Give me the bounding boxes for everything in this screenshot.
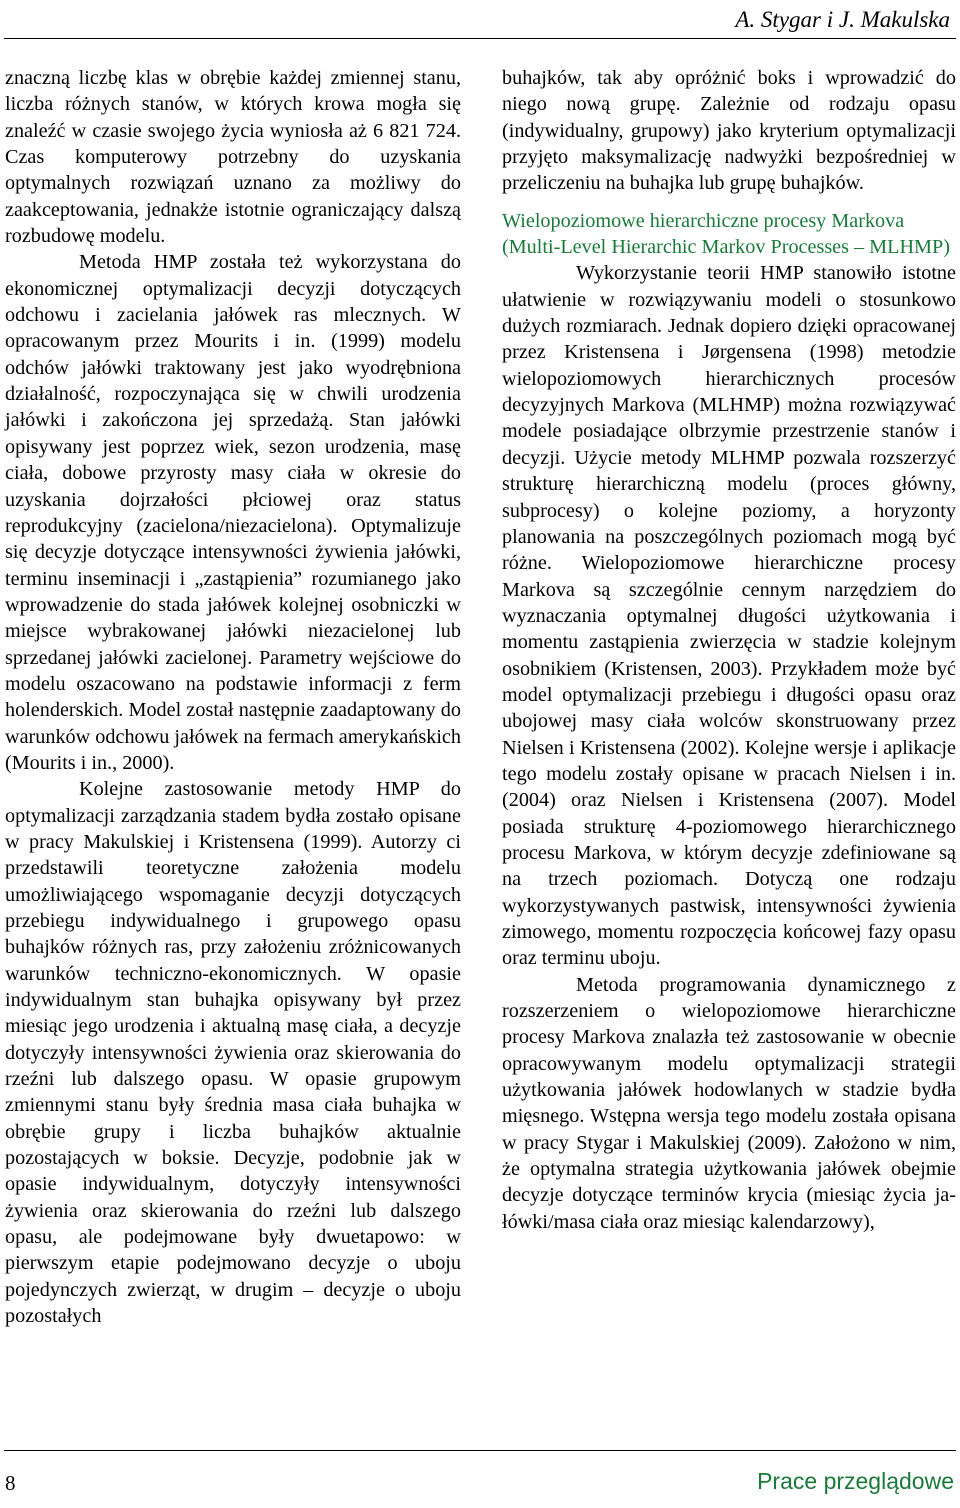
- header-rule: [4, 38, 956, 39]
- section-heading-line-1: Wielopoziomowe hierarchiczne procesy Markova: [502, 209, 905, 232]
- running-header: A. Stygar i J. Makulska: [735, 7, 950, 32]
- right-paragraph-1: Wykorzystanie teorii HMP stanowiło istotne ułatwienie w rozwiązywaniu modeli o stosunkowo dużych rozmiarach. Jednak dopiero dzięki opracowanej przez Kristensena i Jørgensena (1998) metodzie wielopoziomowych hierarchicznych procesów decyzyjnych Markova (MLHMP) można rozwiązywać modele posiadające olbrzymie przestrzenie stanów i decyzji. Użycie metody MLHMP pozwala rozszerzyć strukturę hierarchiczną modelu (proces główny, subprocesy) o kolejne poziomy, a horyzonty planowania na poszczególnych poziomach mogą być różne. Wielopoziomowe hierarchiczne procesy Markova są szczególnie cennym narzędziem do wyznaczania optymalnej długości użytkowania i momentu zastąpienia zwierzęcia w stadzie kolejnym osobnikiem (Kristensen, 2003). Przykładem może być model optymalizacji przebiegu i długości opasu oraz ubojowej masy ciała wolców skonstruowany przez Nielsen i Kristensena (2002). Kolejne wersje i aplikacje tego modelu zostały opisane w pracach Nielsen i in. (2004) oraz Nielsen i Kristensena (2007). Model posiada strukturę 4-poziomowego hierarchicznego procesu Markova, w którym decyzje zdefiniowane są na trzech poziomach. Dotyczą one rodzaju wykorzystywanych pastwisk, intensywności żywienia zimowego, momentu rozpoczęcia końcowej fazy opasu oraz terminu uboju.: [502, 262, 956, 970]
- section-heading: [502, 208, 956, 261]
- left-column: [5, 65, 461, 1330]
- footer-rule: [4, 1450, 956, 1451]
- page-number: 8: [5, 1471, 16, 1495]
- journal-section-title: Prace przeglądowe: [757, 1468, 954, 1494]
- left-paragraph-1: znaczną liczbę klas w obrębie każdej zmiennej stanu, liczba różnych stanów, w których krowa mogła się znaleźć w czasie swojego życia wyniosła aż 6 821 724. Czas komputerowy potrzebny do uzyskania optymalnych rozwiązań uznano za możliwy do zaakceptowania, jednakże istotnie ograniczający dalszą rozbudowę modelu.: [5, 67, 461, 248]
- right-intro-paragraph: buhajków, tak aby opróżnić boks i wprowadzić do niego nową grupę. Zależnie od rodzaju opasu (indywidualny, grupowy) jako kryterium optymalizacji przyjęto maksymalizację nadwyżki bezpośredniej w przeliczeniu na buhajka lub grupę buhajków.: [502, 67, 956, 195]
- left-paragraph-3: Kolejne zastosowanie metody HMP do optymalizacji zarządzania stadem bydła zostało opisane w pracy Makulskiej i Kristensena (1999). Autorzy ci przedstawili teoretyczne założenia modelu umożliwiającego wspomaganie decyzji dotyczących przebiegu indywidualnego i grupowego opasu buhajków różnych ras, przy założeniu zróżnicowanych warunków techniczno-ekonomicznych. W opasie indywidualnym stan buhajka opisywany był przez miesiąc jego urodzenia i aktualną masę ciała, a decyzje dotyczyły intensywności żywienia oraz skierowania do rzeźni lub dalszego opasu. W opasie grupowym zmiennymi stanu były średnia masa ciała buhajka w obrębie grupy i liczba buhajków aktualnie pozostających w boksie. Decyzje, podobnie jak w opasie indywidualnym, dotyczyły intensywności żywienia oraz skierowania do rzeźni lub dalszego opasu, ale podejmowane były dwuetapowo: w pierwszym etapie podejmowano decyzje o uboju pojedynczych zwierząt, w drugim – decyzje o uboju pozostałych: [5, 778, 461, 1328]
- right-column: [502, 65, 956, 1235]
- right-paragraph-2: Metoda programowania dynamicznego z rozszerzeniem o wielopoziomowe hierarchiczne procesy Markova znalazła też zastosowanie w obecnie opracowywanym modelu optymalizacji strategii użytkowania jałówek hodowlanych w stadzie bydła mięsnego. Wstępna wersja tego modelu została opisana w pracy Stygar i Makulskiej (2009). Założono w nim, że optymalna strategia użytkowania jałówek obejmie decyzje dotyczące terminów krycia (miesiąc życia jałówki/masa ciała oraz miesiąc kalendarzowy),: [502, 973, 956, 1233]
- left-paragraph-2: Metoda HMP została też wykorzystana do ekonomicznej optymalizacji decyzji dotyczących odchowu i zacielania jałówek ras mlecznych. W opracowanym przez Mourits i in. (1999) modelu odchów jałówki traktowany jest jako wyodrębniona działalność, rozpoczynająca się w chwili urodzenia jałówki i zakończona jej sprzedażą. Stan jałówki opisywany jest poprzez wiek, sezon urodzenia, masę ciała, dobowe przyrosty masy ciała w okresie do uzyskania dojrzałości płciowej oraz status reprodukcyjny (zacielona/niezacielona). Optymalizuje się decyzje dotyczące intensywności żywienia jałówki, terminu inseminacji i „zastąpienia” rozumianego jako wprowadzenie do stada jałówek kolejnej osobniczki w miejsce wybrakowanej jałówki niezacielonej lub sprzedanej jałówki zacielonej. Parametry wejściowe do modelu oszacowano na podstawie informacji z ferm holenderskich. Model został następnie zaadaptowany do warunków odchowu jałówek na fermach amerykańskich (Mourits i in., 2000).: [5, 251, 461, 774]
- section-heading-line-2: (Multi-Level Hierarchic Markov Processes – MLHMP): [502, 236, 950, 259]
